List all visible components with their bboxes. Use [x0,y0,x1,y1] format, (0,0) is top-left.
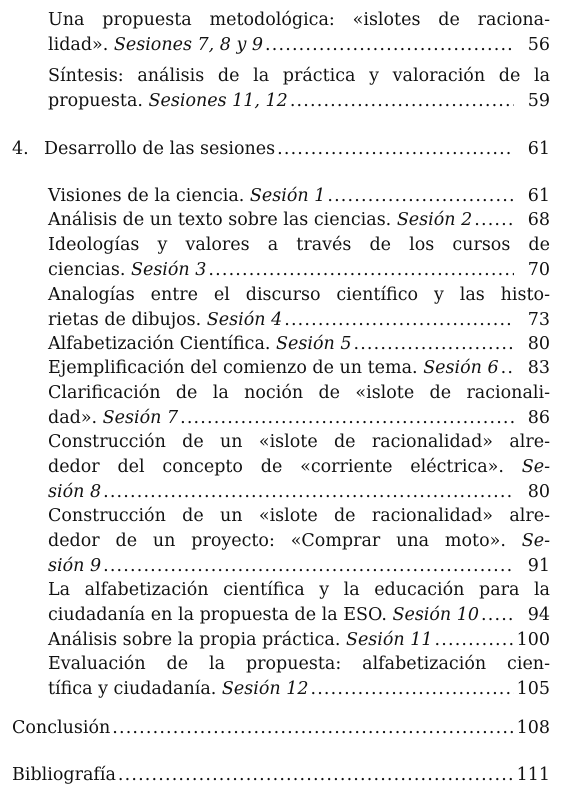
page-number: 83 [527,358,550,378]
page-number: 80 [527,481,550,502]
toc-entry-sesion-2: Análisis de un texto sobre las ciencias. Sesión 2 . . . 68 [48,208,550,233]
dot-leader [103,554,514,579]
toc-entry-sesion-4: Analogías entre el discurso científico y las histo- rietas de dibujos. Sesión 4 . . . 73 [48,283,550,333]
dot-leader [180,406,514,431]
page-number: 91 [527,555,550,576]
page-number: 68 [527,210,550,230]
dot-leader [310,677,514,702]
toc-entry-sesion-11: Análisis sobre la propia práctica. Sesión 11 . . . 100 [48,628,550,653]
dot-leader [353,332,514,357]
dot-leader [290,89,514,114]
section-title: Bibliografía [12,765,116,785]
toc-entry-sesion-8: Construcción de un «islote de racionalidad» alre- dedor del concepto de «corriente eléctrica». Se- sión 8 . . . 80 [48,430,550,504]
dot-leader [103,480,514,505]
page-number: 86 [527,407,550,428]
toc-entry-text-cont: propuesta. Sesiones 11, 12 [48,90,288,111]
page-number: 70 [527,259,550,280]
dot-leader [435,628,514,653]
page-number: 73 [527,309,550,330]
toc-entry-text: Síntesis: análisis de la práctica y valoración de la [48,66,550,86]
toc-entry-sesion-9: Construcción de un «islote de racionalidad» alre- dedor de un proyecto: «Comprar una moto». Se- sión 9 . . . 91 [48,504,550,578]
dot-leader [118,763,514,788]
chapter-number: 4. [12,139,29,159]
toc-entry-text-cont: lidad». Sesiones 7, 8 y 9 [48,34,264,55]
page-number: 61 [527,139,550,159]
dot-leader [112,716,514,741]
toc-entry-text: Una propuesta metodológica: «islotes de raciona- [48,10,550,30]
page-number: 111 [516,765,550,785]
toc-entry-sesion-12: Evaluación de la propuesta: alfabetización cien- tífica y ciudadanía. Sesión 12 . . . 105 [48,652,550,702]
toc-entry-sesion-6: Ejemplificación del comienzo de un tema. Sesión 6 . . . 83 [48,356,550,381]
chapter-title: Desarrollo de las sesiones [44,139,276,159]
page-number: 105 [516,678,550,699]
page-number: 80 [527,334,550,354]
section-title: Conclusión [12,718,111,738]
dot-leader [501,356,514,381]
page-number: 59 [527,90,550,111]
dot-leader [265,33,514,58]
page-number: 56 [527,34,550,55]
page-number: 94 [527,604,550,625]
toc-entry-sesion-1: Visiones de la ciencia. Sesión 1 . . . 61 [48,184,550,209]
page-number: 61 [527,186,550,206]
toc-entry-sesion-7: Clarificación de la noción de «islote de racionali- dad». Sesión 7 . . . 86 [48,381,550,431]
dot-leader [208,258,514,283]
page-number: 108 [516,718,550,738]
toc-entry-bibliografia [12,763,550,788]
toc-entry-sesion-10: La alfabetización científica y la educación para la ciudadanía en la propuesta de la ESO. Sesión 10 . . . 94 [48,578,550,628]
dot-leader [284,308,514,333]
toc-entry-sintesis [48,64,550,114]
toc-entry-propuesta-metodologica [48,8,550,58]
page-number: 100 [516,630,550,650]
toc-chapter-4 [12,137,550,162]
dot-leader [481,603,514,628]
dot-leader [327,184,514,209]
toc-entry-sesion-5: Alfabetización Científica. Sesión 5 . . . 80 [48,332,550,357]
dot-leader [474,208,514,233]
toc-entry-conclusion [12,716,550,741]
dot-leader [277,137,514,162]
toc-entry-sesion-3: Ideologías y valores a través de los cursos de ciencias. Sesión 3 . . . 70 [48,233,550,283]
